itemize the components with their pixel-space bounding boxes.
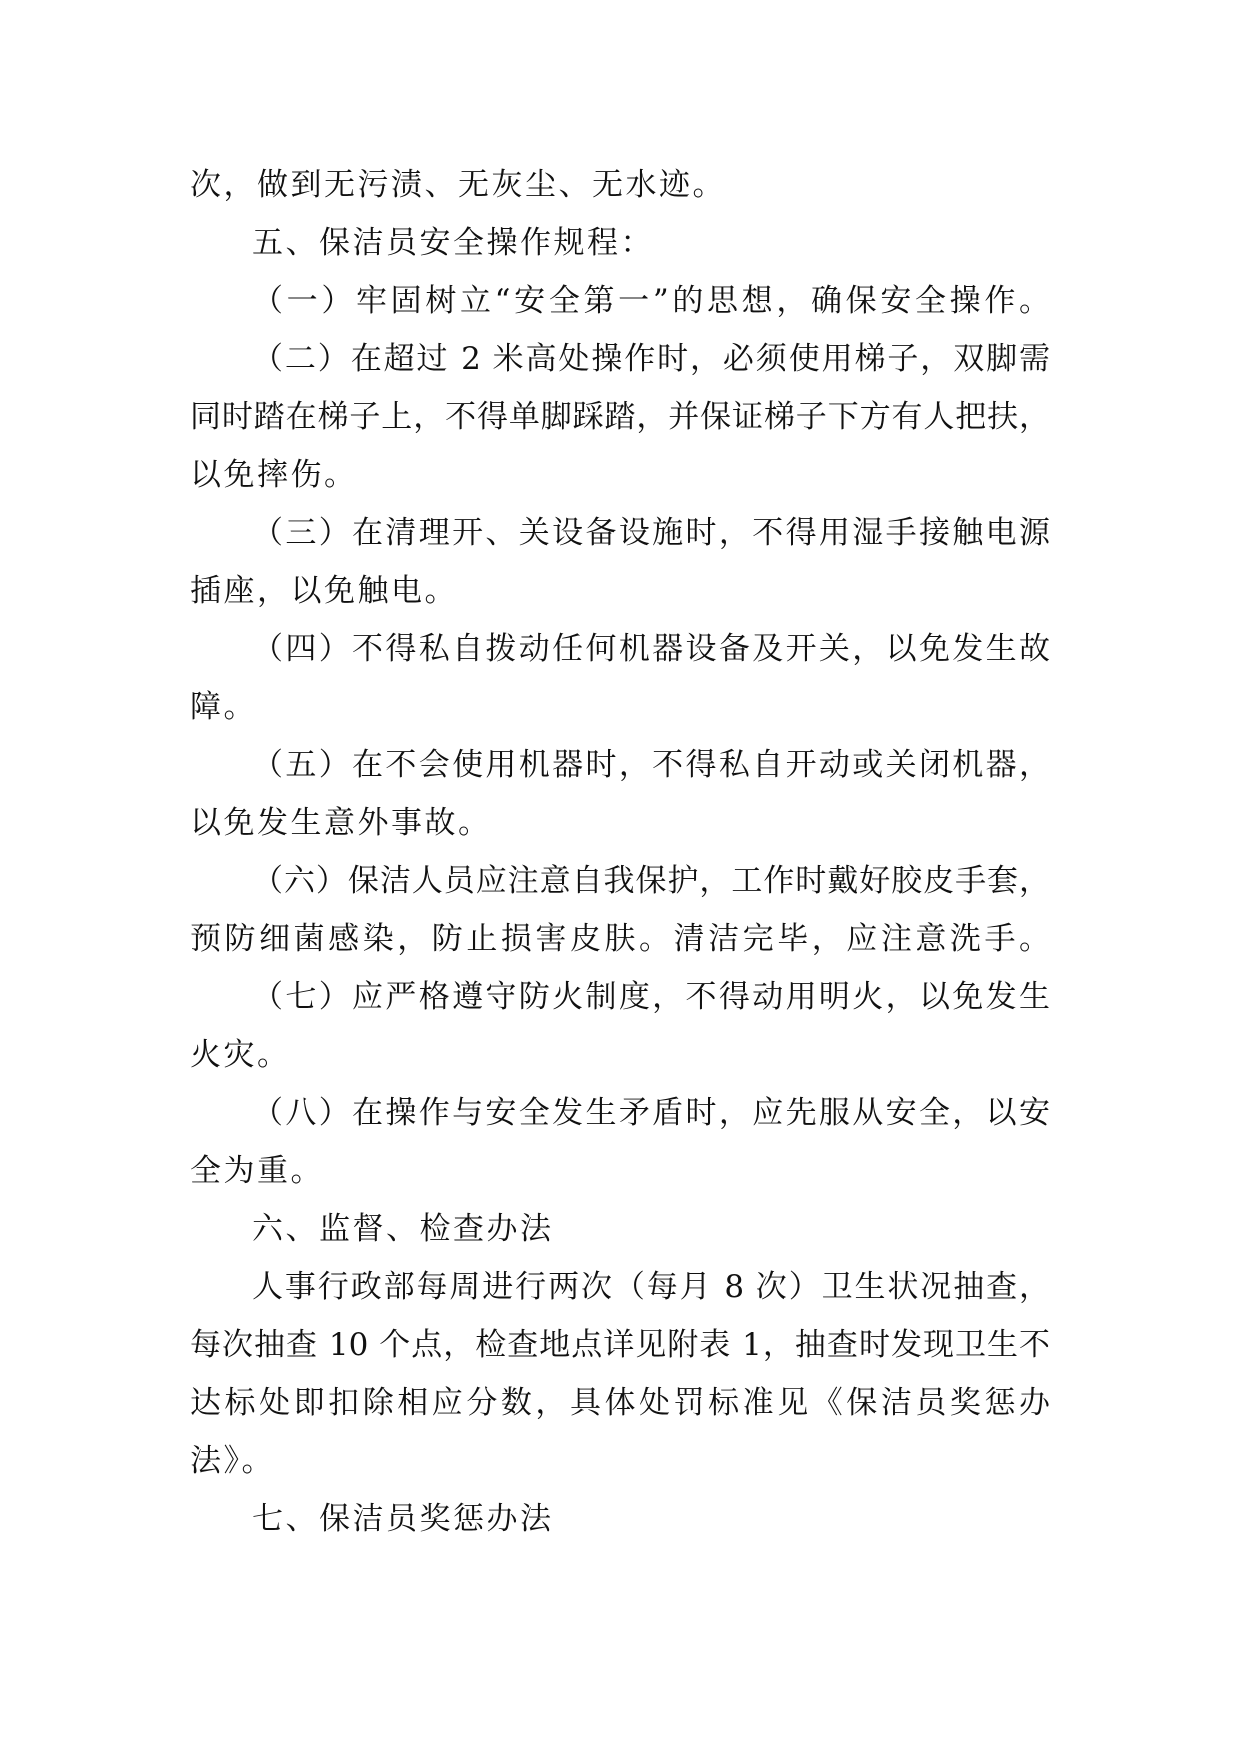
text-line-8: 插座，以免触电。 bbox=[190, 573, 458, 609]
text-line-1: 次，做到无污渍、无灰尘、无水迹。 bbox=[190, 167, 726, 203]
text-line-7: （三）在清理开、关设备设施时，不得用湿手接触电源 bbox=[252, 515, 1050, 551]
text-line-11: （五）在不会使用机器时，不得私自开动或关闭机器， bbox=[252, 747, 1050, 783]
text-line-22: 达标处即扣除相应分数，具体处罚标准见《保洁员奖惩办 bbox=[190, 1385, 1050, 1421]
text-line-16: 火灾。 bbox=[190, 1037, 291, 1073]
text-line-20: 人事行政部每周进行两次（每月 8 次）卫生状况抽查， bbox=[252, 1269, 1050, 1305]
text-line-9: （四）不得私自拨动任何机器设备及开关，以免发生故 bbox=[252, 631, 1050, 667]
text-line-13: （六）保洁人员应注意自我保护，工作时戴好胶皮手套， bbox=[252, 863, 1050, 899]
text-line-17: （八）在操作与安全发生矛盾时，应先服从安全，以安 bbox=[252, 1095, 1050, 1131]
text-line-5: 同时踏在梯子上，不得单脚踩踏，并保证梯子下方有人把扶， bbox=[190, 399, 1050, 435]
text-line-14: 预防细菌感染，防止损害皮肤。清洁完毕，应注意洗手。 bbox=[190, 921, 1050, 957]
text-line-18: 全为重。 bbox=[190, 1153, 324, 1189]
text-line-23: 法》。 bbox=[190, 1443, 275, 1479]
section-heading-5: 五、保洁员安全操作规程： bbox=[252, 225, 654, 261]
text-line-21: 每次抽查 10 个点，检查地点详见附表 1，抽查时发现卫生不 bbox=[190, 1327, 1050, 1363]
section-heading-7: 七、保洁员奖惩办法 bbox=[252, 1501, 554, 1537]
text-line-4: （二）在超过 2 米高处操作时，必须使用梯子，双脚需 bbox=[252, 341, 1050, 377]
text-line-3: （一）牢固树立“安全第一”的思想，确保安全操作。 bbox=[252, 283, 1050, 319]
text-line-15: （七）应严格遵守防火制度，不得动用明火，以免发生 bbox=[252, 979, 1050, 1015]
text-line-10: 障。 bbox=[190, 689, 257, 725]
text-line-6: 以免摔伤。 bbox=[190, 457, 358, 493]
section-heading-6: 六、监督、检查办法 bbox=[252, 1211, 554, 1247]
text-line-12: 以免发生意外事故。 bbox=[190, 805, 492, 841]
